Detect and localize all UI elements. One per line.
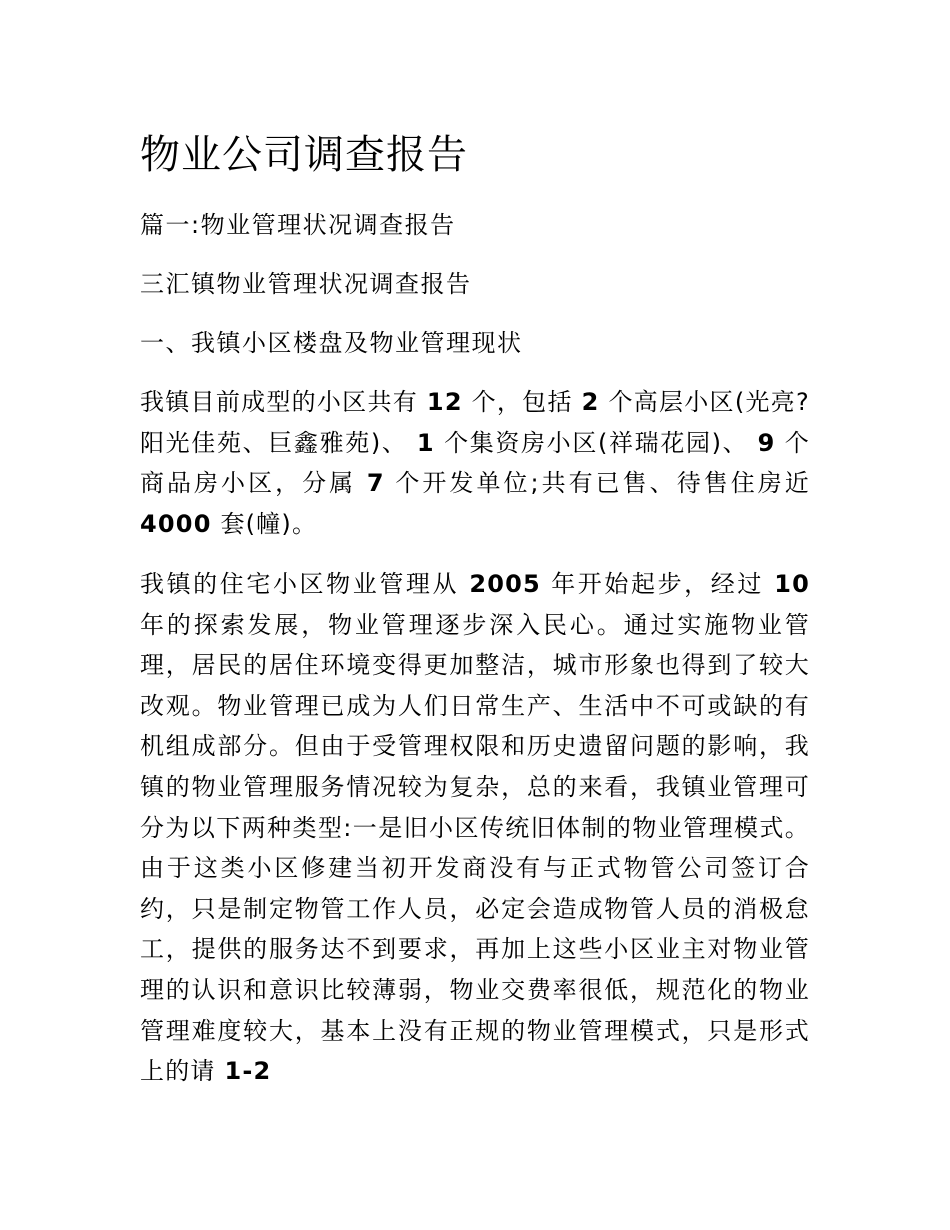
paragraph-text: 个，包括 [471, 388, 573, 416]
section-heading: 一、我镇小区楼盘及物业管理现状 [140, 329, 523, 357]
paragraph-text: 个商品房小区，分属 [140, 428, 810, 498]
paragraph-text: 我镇的住宅小区物业管理从 [140, 570, 460, 598]
document-title: 物业公司调查报告 [140, 132, 468, 178]
paragraph-number: 2 [581, 388, 600, 416]
paragraph-number: 9 [757, 428, 776, 457]
paragraph-text: 套(幢)。 [220, 509, 318, 538]
paragraph-text: 年开始起步，经过 [551, 570, 764, 598]
paragraph-text: 个高层小区(光亮?阳光佳苑、巨鑫雅苑)、 [140, 388, 810, 457]
paragraph-number: 4000 [140, 509, 212, 538]
paragraph-text: 年的探索发展，物业管理逐步深入民心。通过实施物业管理，居民的居住环境变得更加整洁，城市形象也得到了较大改观。物业管理已成为人们日常生产、生活中不可或缺的有机组成部分。但由于受管理权限和历史遗留问题的影响，我镇的物业管理服务情况较为复杂，总的来看，我镇业管理可分为以下两种类型:一是旧小区传统旧体制的物业管理模式。由于这类小区修建当初开发商没有与正式物管公司签订合约，只是制定物管工作人员，必定会造成物管人员的消极怠工，提供的服务达不到要求，再加上这些小区业主对物业管理的认识和意识比较薄弱，物业交费率很低，规范化的物业管理难度较大，基本上没有正规的物业管理模式，只是形式上的请 [140, 610, 810, 1086]
body-paragraph-2 [140, 564, 810, 1092]
paragraph-number: 10 [774, 570, 810, 598]
paragraph-number: 12 [426, 388, 463, 416]
paragraph-number: 7 [366, 469, 385, 498]
paragraph-text: 个开发单位;共有已售、待售住房近 [395, 469, 810, 498]
paragraph-text: 个集资房小区(祥瑞花园)、 [444, 428, 749, 457]
paragraph-text: 我镇目前成型的小区共有 [140, 388, 419, 416]
paragraph-number: 2005 [469, 570, 541, 598]
paragraph-number: 1 [416, 428, 435, 457]
body-paragraph-1 [140, 382, 810, 544]
report-title: 三汇镇物业管理状况调查报告 [140, 270, 472, 298]
chapter-heading: 篇一:物业管理状况调查报告 [140, 211, 456, 239]
paragraph-number: 1-2 [224, 1057, 272, 1086]
